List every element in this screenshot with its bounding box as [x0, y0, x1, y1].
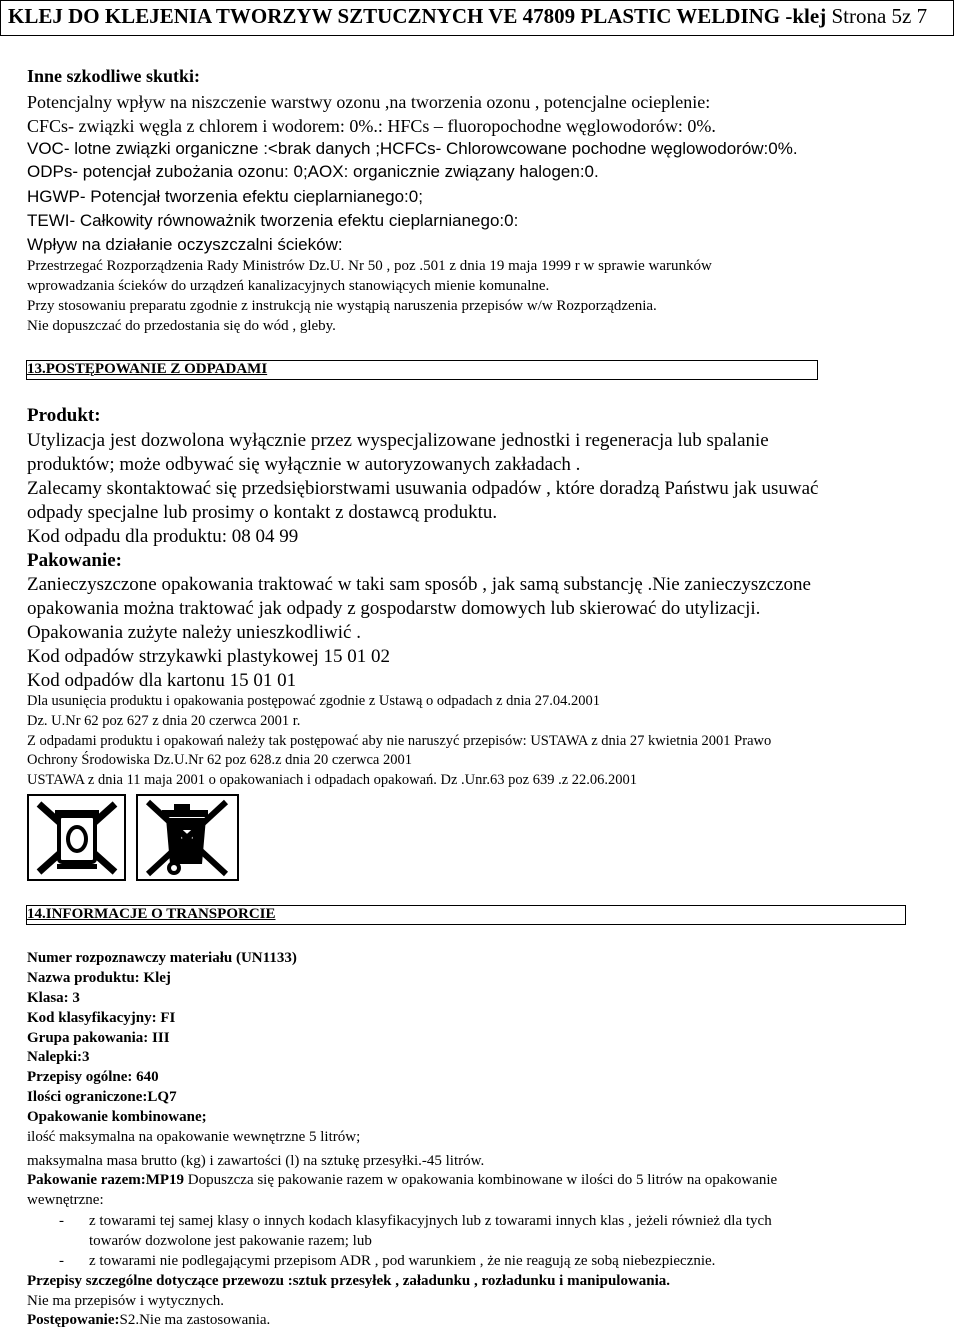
section-14-box — [26, 905, 906, 925]
list-item: towarów dozwolone jest pakowanie razem; lub — [89, 1233, 372, 1249]
no-trash-bin-icon — [27, 794, 126, 881]
other-effects-line: Potencjalny wpływ na niszczenie warstwy ozonu ,na tworzenia ozonu , potencjalne ocieplenie: — [27, 92, 711, 112]
header-text — [8, 4, 927, 29]
law-line: Dz. U.Nr 62 poz 627 z dnia 20 czerwca 2001 r. — [27, 713, 301, 729]
waste-line: produktów; może odbywać się wyłącznie w autoryzowanych zakładach . — [27, 454, 581, 475]
law-line: USTAWA z dnia 11 maja 2001 o opakowaniach i odpadach opakowań. Dz .Unr.63 poz 639 .z 22.06.2001 — [27, 772, 638, 788]
procedure-text: S2.Nie ma zastosowania. — [119, 1312, 271, 1328]
other-effects-line: Przestrzegać Rozporządzenia Rady Ministrów Dz.U. Nr 50 , poz .501 z dnia 19 maja 1999 r w sprawie warunków — [27, 258, 712, 274]
transport-field: Nazwa produktu: Klej — [27, 970, 171, 986]
packaging-code: Kod odpadów dla kartonu 15 01 01 — [27, 670, 297, 691]
other-effects-line: Wpływ na działanie oczyszczalni ścieków: — [27, 235, 343, 254]
waste-code-product: Kod odpadu dla produktu: 08 04 99 — [27, 526, 299, 547]
other-effects-line: wprowadzania ścieków do urządzeń kanalizacyjnych stanowiących mienie komunalne. — [27, 278, 550, 294]
law-line: Z odpadami produktu i opakowań należy tak postępować aby nie naruszyć przepisów: USTAWA z dnia 27 kwietnia 2001 Prawo — [27, 733, 772, 749]
header-title: KLEJ DO KLEJENIA TWORZYW SZTUCZNYCH VE 47809 PLASTIC WELDING -klej — [8, 4, 827, 28]
mixed-packing-text: Dopuszcza się pakowanie razem w opakowania kombinowane w ilości do 5 litrów na opakowanie — [184, 1172, 778, 1188]
list-dash: - — [59, 1253, 64, 1269]
transport-line: maksymalna masa brutto (kg) i zawartości (l) na sztukę przesyłki.-45 litrów. — [27, 1153, 485, 1169]
other-effects-line: Przy stosowaniu preparatu zgodnie z instrukcją nie wystąpią naruszenia przepisów w/w Rozporządzenia. — [27, 298, 657, 314]
packaging-line: Zanieczyszczone opakowania traktować w taki sam sposób , jak samą substancję .Nie zanieczyszczone — [27, 574, 811, 595]
page-header — [0, 0, 954, 36]
procedure-label: Postępowanie: — [27, 1312, 120, 1328]
list-item: z towarami tej samej klasy o innych kodach klasyfikacyjnych lub z towarami innych klas , jeżeli również dla tych — [89, 1213, 772, 1229]
transport-field: Numer rozpoznawczy materiału (UN1133) — [27, 950, 297, 966]
transport-field: Ilości ograniczone:LQ7 — [27, 1089, 177, 1105]
transport-field: Opakowanie kombinowane; — [27, 1109, 207, 1125]
packaging-line: Opakowania zużyte należy unieszkodliwić . — [27, 622, 361, 643]
product-heading: Produkt: — [27, 405, 101, 426]
other-effects-line: Nie dopuszczać do przedostania się do wód , gleby. — [27, 318, 336, 334]
mixed-packing-label: Pakowanie razem:MP19 — [27, 1172, 185, 1188]
section-13-box — [26, 360, 818, 380]
waste-line: Utylizacja jest dozwolona wyłącznie przez wyspecjalizowane jednostki i regeneracja lub spalanie — [27, 430, 769, 451]
transport-line: wewnętrzne: — [27, 1192, 104, 1208]
other-effects-line: CFCs- związki węgla z chlorem i wodorem: 0%.: HFCs – fluoropochodne węglowodorów: 0%. — [27, 116, 716, 136]
waste-line: Zalecamy skontaktować się przedsiębiorstwami usuwania odpadów , które doradzą Państwu jak usuwać — [27, 478, 819, 499]
packaging-line: opakowania można traktować jak odpady z gospodarstw domowych lub skierować do utylizacji. — [27, 598, 761, 619]
transport-field: Klasa: 3 — [27, 990, 80, 1006]
law-line: Dla usunięcia produktu i opakowania postępować zgodnie z Ustawą o odpadach z dnia 27.04.2001 — [27, 693, 600, 709]
header-page-number: Strona 5z 7 — [831, 4, 928, 28]
section-13-title: 13.POSTĘPOWANIE Z ODPADAMI — [27, 361, 268, 377]
law-line: Ochrony Środowiska Dz.U.Nr 62 poz 628.z dnia 20 czerwca 2001 — [27, 752, 412, 768]
no-provisions: Nie ma przepisów i wytycznych. — [27, 1293, 225, 1309]
procedure-line — [27, 1312, 270, 1329]
transport-field: Przepisy ogólne: 640 — [27, 1069, 159, 1085]
section-14-title: 14.INFORMACJE O TRANSPORCIE — [27, 906, 276, 922]
list-item: z towarami nie podlegającymi przepisom ADR , pod warunkiem , że nie reagują ze sobą niebezpiecznie. — [89, 1253, 716, 1269]
packaging-code: Kod odpadów strzykawki plastykowej 15 01 02 — [27, 646, 391, 667]
other-effects-line: TEWI- Całkowity równoważnik tworzenia efektu cieplarnianego:0: — [27, 211, 519, 230]
transport-line: ilość maksymalna na opakowanie wewnętrzne 5 litrów; — [27, 1129, 361, 1145]
transport-field: Nalepki:3 — [27, 1049, 90, 1065]
other-effects-line: VOC- lotne związki organiczne :<brak danych ;HCFCs- Chlorowcowane pochodne węglowodorów:0%. — [27, 139, 798, 158]
other-effects-heading: Inne szkodliwe skutki: — [27, 66, 201, 86]
packaging-heading: Pakowanie: — [27, 550, 122, 571]
transport-field: Grupa pakowania: III — [27, 1030, 170, 1046]
transport-field: Kod klasyfikacyjny: FI — [27, 1010, 176, 1026]
list-dash: - — [59, 1213, 64, 1229]
crossed-wheelie-bin-icon — [136, 794, 239, 881]
special-provisions: Przepisy szczególne dotyczące przewozu :sztuk przesyłek , załadunku , rozładunku i manipulowania. — [27, 1273, 671, 1289]
transport-line — [27, 1172, 777, 1189]
other-effects-line: ODPs- potencjał zubożania ozonu: 0;AOX: organicznie związany halogen:0. — [27, 162, 599, 181]
waste-line: odpady specjalne lub prosimy o kontakt z dostawcą produktu. — [27, 502, 498, 523]
other-effects-line: HGWP- Potencjał tworzenia efektu cieplarnianego:0; — [27, 187, 423, 206]
